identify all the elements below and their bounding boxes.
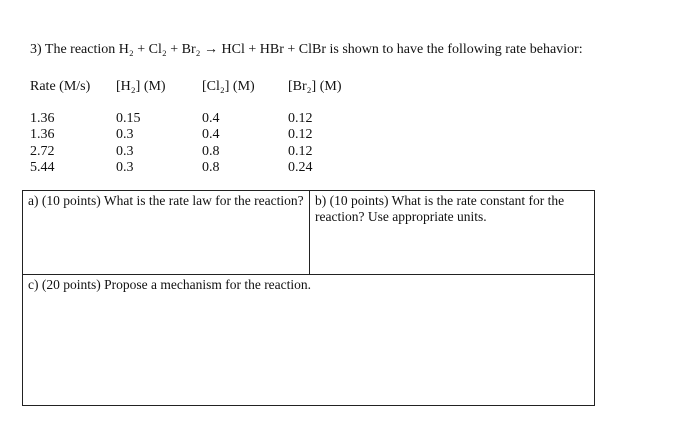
- answer-grid: [22, 190, 595, 406]
- cl2-value: 0.8: [202, 159, 220, 175]
- h2-value: 0.3: [116, 143, 134, 159]
- cl2-column: [202, 111, 220, 176]
- br2-value: 0.12: [288, 127, 313, 143]
- br2-value: 0.12: [288, 111, 313, 126]
- rate-value: 5.44: [30, 159, 55, 175]
- h2-value: 0.15: [116, 111, 141, 126]
- part-c-prompt: c) (20 points) Propose a mechanism for the reaction.: [28, 277, 312, 292]
- header-h2: [H₂] (M): [116, 79, 166, 94]
- br2-column: [288, 111, 313, 176]
- cl2-value: 0.4: [202, 111, 220, 126]
- rate-value: 1.36: [30, 111, 55, 126]
- part-a-box[interactable]: [23, 191, 310, 275]
- header-rate: Rate (M/s): [30, 79, 91, 94]
- rate-value: 1.36: [30, 127, 55, 143]
- h2-column: [116, 111, 141, 176]
- header-br2: [Br₂] (M): [288, 79, 342, 94]
- h2-value: 0.3: [116, 127, 134, 143]
- header-cl2: [Cl₂] (M): [202, 79, 255, 94]
- part-b-prompt: b) (10 points) What is the rate constant for the reaction? Use appropriate units.: [315, 193, 565, 224]
- part-b-box[interactable]: [310, 191, 594, 275]
- part-c-box[interactable]: [23, 275, 594, 405]
- br2-value: 0.12: [288, 143, 313, 159]
- cl2-value: 0.4: [202, 127, 220, 143]
- h2-value: 0.3: [116, 159, 134, 175]
- question-title: 3) The reaction H₂ + Cl₂ + Br₂ → HCl + HBr + ClBr is shown to have the following rate behavior:: [30, 42, 583, 57]
- br2-value: 0.24: [288, 159, 313, 175]
- part-a-prompt: a) (10 points) What is the rate law for the reaction?: [28, 193, 304, 208]
- cl2-value: 0.8: [202, 143, 220, 159]
- rate-value: 2.72: [30, 143, 55, 159]
- rate-column: [30, 111, 55, 176]
